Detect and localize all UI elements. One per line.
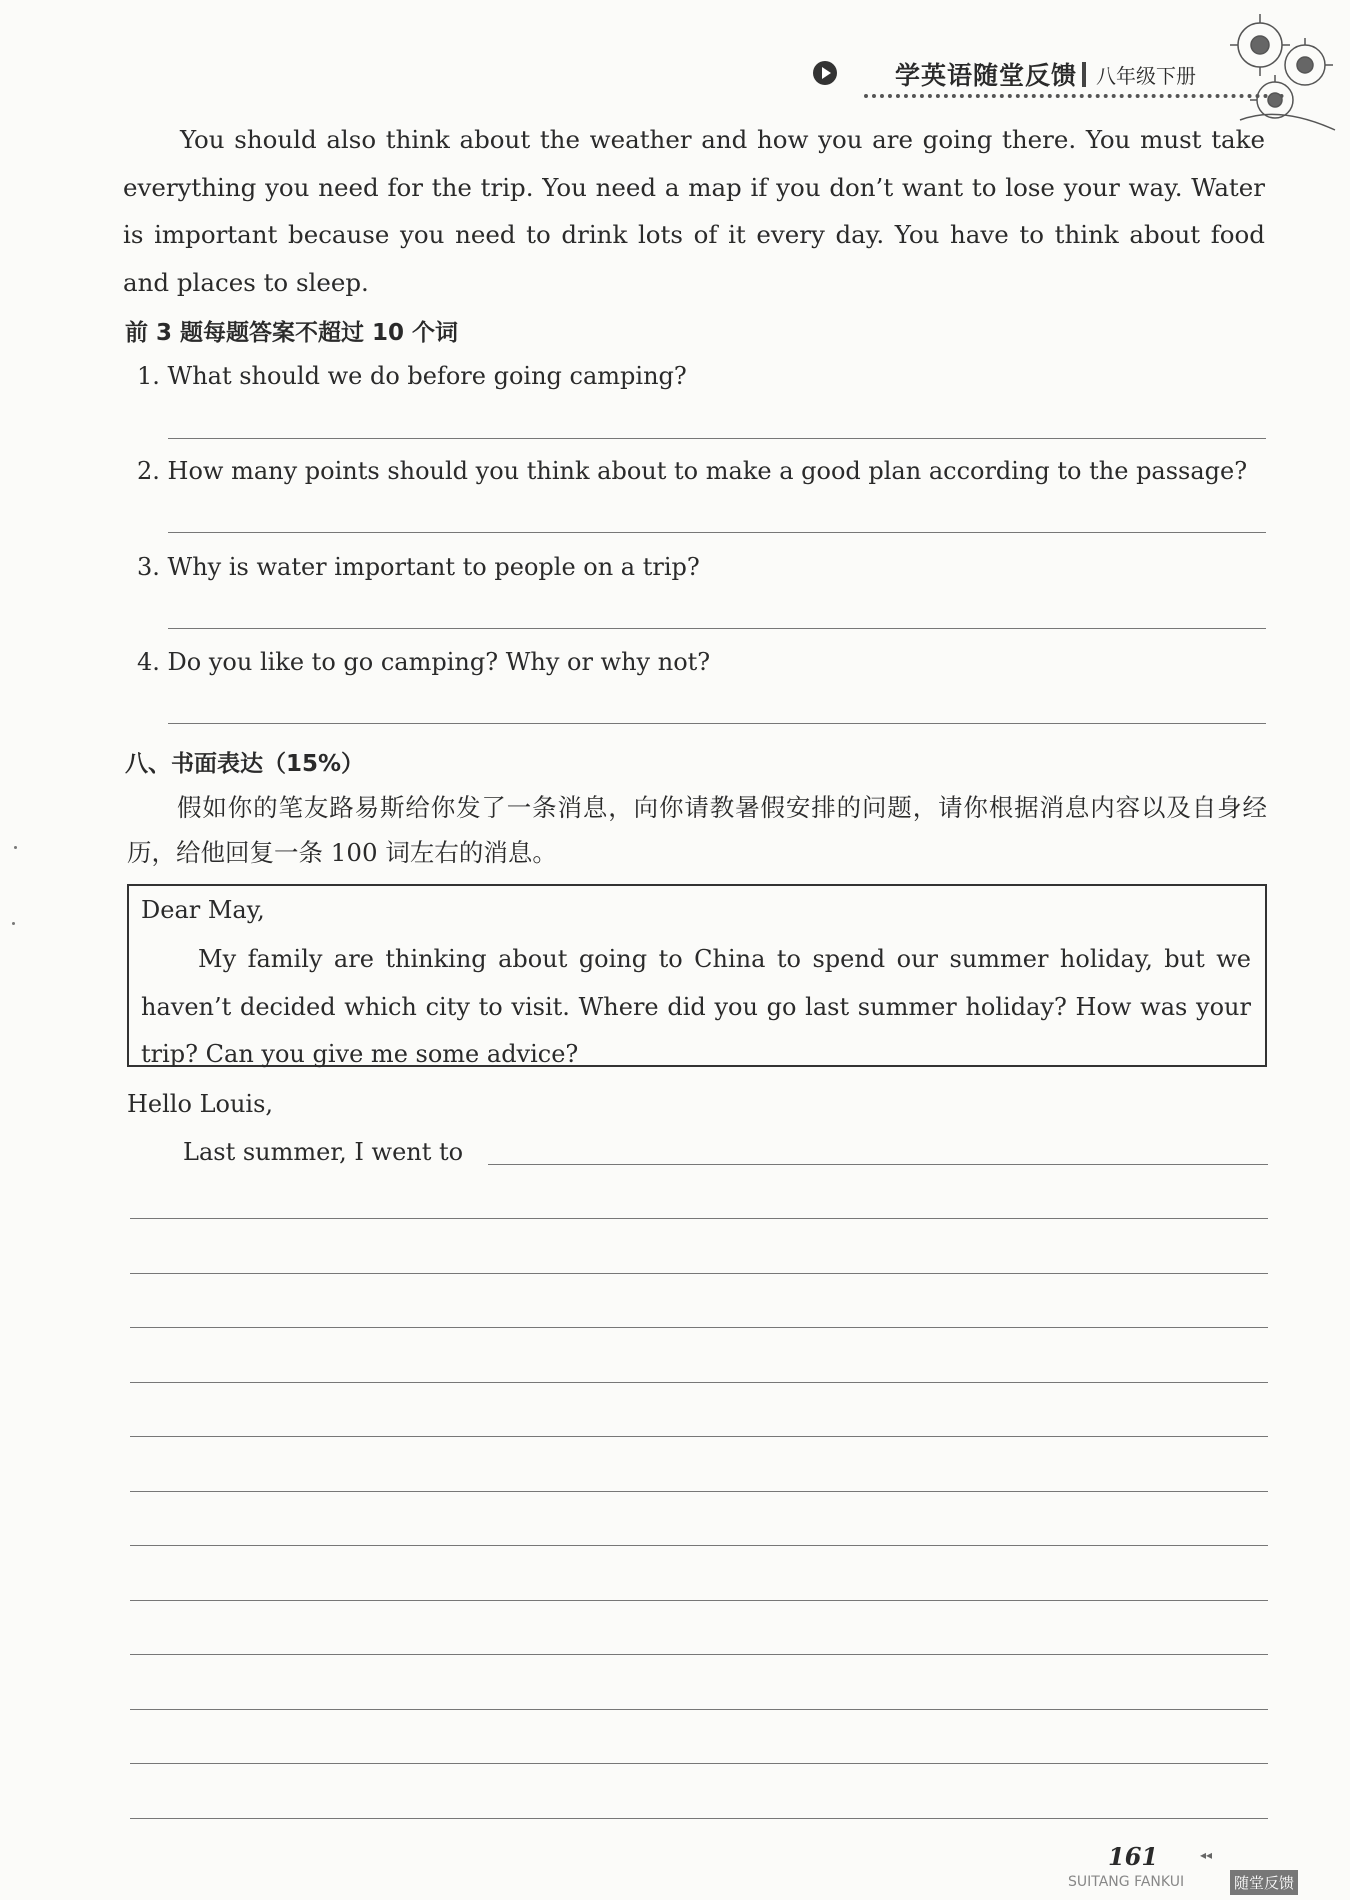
message-box — [127, 884, 1267, 1067]
arrow-icon: ◂◂ — [1200, 1848, 1213, 1862]
letter-body: My family are thinking about going to China to spend our summer holiday, but we haven’t decided which city to visit. Where did you go last summer holiday? How was your trip? Can you give me some advice? — [141, 945, 1251, 1068]
writing-line[interactable] — [130, 1654, 1268, 1655]
answer-instruction: 前 3 题每题答案不超过 10 个词 — [125, 320, 459, 346]
question-3: 3. Why is water important to people on a trip? — [137, 553, 700, 581]
page-number: 161 — [1108, 1842, 1159, 1871]
book-title: 学英语随堂反馈 — [895, 61, 1078, 90]
answer-line-2[interactable] — [168, 532, 1266, 533]
writing-line[interactable] — [130, 1818, 1268, 1819]
answer-line-1[interactable] — [168, 438, 1266, 439]
reply-greeting: Hello Louis, — [127, 1090, 274, 1118]
writing-line[interactable] — [130, 1763, 1268, 1764]
margin-mark — [14, 846, 17, 849]
title-divider — [1082, 62, 1086, 87]
writing-line[interactable] — [130, 1491, 1268, 1492]
question-2: 2. How many points should you think about to make a good plan according to the passage? — [137, 457, 1248, 485]
reply-start: Last summer, I went to — [183, 1138, 464, 1166]
writing-line[interactable] — [130, 1600, 1268, 1601]
writing-prompt: 假如你的笔友路易斯给你发了一条消息，向你请教暑假安排的问题，请你根据消息内容以及自身经历，给他回复一条 100 词左右的消息。 — [127, 793, 1267, 867]
writing-line[interactable] — [130, 1545, 1268, 1546]
answer-line-4[interactable] — [168, 723, 1266, 724]
letter-greeting: Dear May, — [141, 896, 265, 924]
reading-passage: You should also think about the weather and how you are going there. You must take everything you need for the trip. You need a map if you don’t want to lose your way. Water is important because you need to drink lots of it every day. You have to think about food and places to sleep. — [123, 125, 1265, 297]
footer-brand: SUITANG FANKUI — [1068, 1874, 1185, 1890]
question-4: 4. Do you like to go camping? Why or why not? — [137, 648, 711, 676]
writing-line[interactable] — [130, 1709, 1268, 1710]
writing-line[interactable] — [130, 1218, 1268, 1219]
writing-line[interactable] — [130, 1382, 1268, 1383]
answer-line-3[interactable] — [168, 628, 1266, 629]
footer-tag: 随堂反馈 — [1230, 1870, 1298, 1895]
play-circle-icon — [812, 60, 838, 86]
section-title: 八、书面表达（15%） — [125, 751, 365, 777]
grade-label: 八年级下册 — [1096, 64, 1196, 88]
margin-mark — [12, 922, 15, 925]
writing-line[interactable] — [130, 1436, 1268, 1437]
writing-line[interactable] — [130, 1327, 1268, 1328]
question-1: 1. What should we do before going camping? — [137, 362, 687, 390]
writing-line[interactable] — [130, 1273, 1268, 1274]
writing-line-first[interactable] — [488, 1164, 1268, 1165]
